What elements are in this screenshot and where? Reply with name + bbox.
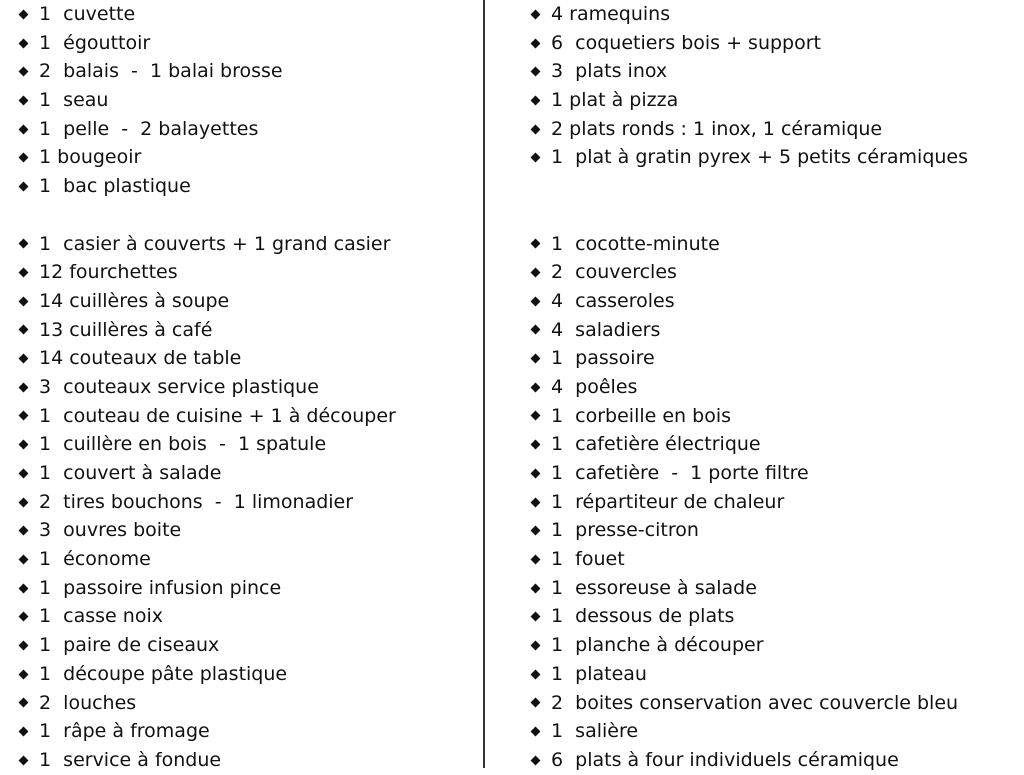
list-item-text: 1 presse-citron <box>551 519 699 542</box>
list-item <box>18 746 473 775</box>
list-item-text: 1 plateau <box>551 662 647 685</box>
list-item-text: 14 couteaux de table <box>39 347 242 370</box>
left-column <box>18 0 473 775</box>
diamond-bullet-icon <box>531 468 541 478</box>
diamond-bullet-icon <box>19 268 29 278</box>
list-item <box>530 488 1015 517</box>
list-item <box>18 230 473 259</box>
right-list-group-1 <box>530 0 1015 172</box>
list-item-text: 1 corbeille en bois <box>551 404 731 427</box>
list-item <box>18 430 473 459</box>
list-item <box>18 402 473 431</box>
list-item <box>18 316 473 345</box>
diamond-bullet-icon <box>531 296 541 306</box>
list-item <box>530 316 1015 345</box>
diamond-bullet-icon <box>531 124 541 134</box>
list-item-text: 1 casse noix <box>39 605 163 628</box>
list-item-text: 1 égouttoir <box>39 31 151 54</box>
list-item-text: 1 paire de ciseaux <box>39 634 220 657</box>
list-item-text: 1 couteau de cuisine + 1 à découper <box>39 404 396 427</box>
list-item <box>530 746 1015 775</box>
diamond-bullet-icon <box>531 9 541 19</box>
diamond-bullet-icon <box>531 268 541 278</box>
list-item-text: 2 plats ronds : 1 inox, 1 céramique <box>551 117 883 140</box>
diamond-bullet-icon <box>531 583 541 593</box>
right-column <box>530 0 1015 775</box>
diamond-bullet-icon <box>19 554 29 564</box>
diamond-bullet-icon <box>531 440 541 450</box>
diamond-bullet-icon <box>19 641 29 651</box>
list-item <box>530 402 1015 431</box>
diamond-bullet-icon <box>19 727 29 737</box>
list-item <box>18 115 473 144</box>
list-item <box>18 545 473 574</box>
diamond-bullet-icon <box>19 325 29 335</box>
list-item <box>18 488 473 517</box>
diamond-bullet-icon <box>531 755 541 765</box>
column-divider <box>483 0 485 768</box>
list-item <box>530 143 1015 172</box>
list-item <box>18 172 473 201</box>
list-item <box>530 516 1015 545</box>
list-item-text: 1 passoire <box>551 347 655 370</box>
list-item-text: 1 plat à gratin pyrex + 5 petits céramiques <box>551 146 969 169</box>
list-item <box>18 689 473 718</box>
diamond-bullet-icon <box>19 296 29 306</box>
diamond-bullet-icon <box>19 124 29 134</box>
list-item-text: 13 cuillères à café <box>39 318 213 341</box>
list-item <box>530 660 1015 689</box>
list-item-text: 4 saladiers <box>551 318 661 341</box>
list-item-text: 1 cuvette <box>39 3 136 25</box>
left-list-group-1 <box>18 0 473 201</box>
list-item-text: 1 cocotte-minute <box>551 232 720 255</box>
list-item-text: 4 poêles <box>551 375 638 398</box>
list-item-text: 1 seau <box>39 89 109 112</box>
list-item <box>18 258 473 287</box>
list-item-text: 1 casier à couverts + 1 grand casier <box>39 232 391 255</box>
list-item <box>18 0 473 29</box>
list-item <box>18 57 473 86</box>
diamond-bullet-icon <box>531 727 541 737</box>
diamond-bullet-icon <box>19 153 29 163</box>
list-item-text: 14 cuillères à soupe <box>39 289 230 312</box>
diamond-bullet-icon <box>19 382 29 392</box>
list-item <box>530 344 1015 373</box>
list-item-text: 3 couteaux service plastique <box>39 375 319 398</box>
list-item <box>530 430 1015 459</box>
list-item-text: 1 découpe pâte plastique <box>39 662 288 685</box>
diamond-bullet-icon <box>531 38 541 48</box>
list-item-text: 1 fouet <box>551 548 625 571</box>
list-item <box>530 631 1015 660</box>
list-item <box>530 57 1015 86</box>
list-item-text: 3 plats inox <box>551 60 668 83</box>
diamond-bullet-icon <box>531 411 541 421</box>
list-item <box>18 660 473 689</box>
diamond-bullet-icon <box>19 698 29 708</box>
list-item-text: 2 balais - 1 balai brosse <box>39 60 283 83</box>
group-spacer <box>18 201 473 230</box>
left-list-group-2 <box>18 230 473 775</box>
diamond-bullet-icon <box>531 641 541 651</box>
list-item-text: 1 couvert à salade <box>39 462 222 484</box>
list-item-text: 6 plats à four individuels céramique <box>551 748 899 771</box>
list-item <box>530 0 1015 29</box>
list-item-text: 1 râpe à fromage <box>39 720 210 743</box>
list-item-text: 3 ouvres boite <box>39 519 182 542</box>
list-item-text: 1 bac plastique <box>39 175 191 198</box>
list-item <box>18 602 473 631</box>
diamond-bullet-icon <box>19 38 29 48</box>
diamond-bullet-icon <box>531 153 541 163</box>
list-item-text: 1 bougeoir <box>39 146 142 169</box>
diamond-bullet-icon <box>19 182 29 192</box>
list-item-text: 1 pelle - 2 balayettes <box>39 117 259 140</box>
list-item <box>530 717 1015 746</box>
list-item <box>18 287 473 316</box>
diamond-bullet-icon <box>531 325 541 335</box>
diamond-bullet-icon <box>531 526 541 536</box>
list-item <box>18 29 473 58</box>
list-item-text: 2 tires bouchons - 1 limonadier <box>39 490 354 513</box>
list-item-text: 1 salière <box>551 720 639 743</box>
list-item-text: 2 boites conservation avec couvercle bleu <box>551 691 959 714</box>
list-item <box>530 115 1015 144</box>
list-item-text: 1 dessous de plats <box>551 605 735 628</box>
diamond-bullet-icon <box>531 698 541 708</box>
list-item <box>530 459 1015 488</box>
list-item <box>18 459 473 488</box>
diamond-bullet-icon <box>531 354 541 364</box>
list-item-text: 1 service à fondue <box>39 748 222 771</box>
list-item <box>530 574 1015 603</box>
diamond-bullet-icon <box>531 497 541 507</box>
list-item <box>18 574 473 603</box>
diamond-bullet-icon <box>531 669 541 679</box>
list-item <box>18 86 473 115</box>
diamond-bullet-icon <box>19 9 29 19</box>
list-item-text: 2 couvercles <box>551 261 677 284</box>
list-item-text: 1 économe <box>39 548 151 571</box>
diamond-bullet-icon <box>19 755 29 765</box>
list-item <box>530 29 1015 58</box>
list-item <box>530 373 1015 402</box>
list-item-text: 1 planche à découper <box>551 634 764 657</box>
diamond-bullet-icon <box>531 95 541 105</box>
diamond-bullet-icon <box>19 526 29 536</box>
group-spacer <box>530 201 1015 230</box>
list-item <box>18 373 473 402</box>
list-item-text: 1 cafetière - 1 porte filtre <box>551 462 809 484</box>
list-item <box>18 516 473 545</box>
diamond-bullet-icon <box>19 440 29 450</box>
diamond-bullet-icon <box>531 612 541 622</box>
right-list-group-2 <box>530 230 1015 775</box>
list-item <box>18 631 473 660</box>
list-item-text: 2 louches <box>39 691 137 714</box>
list-item <box>18 717 473 746</box>
list-item-text: 1 passoire infusion pince <box>39 576 282 599</box>
list-item <box>530 545 1015 574</box>
list-item-text: 1 essoreuse à salade <box>551 576 757 599</box>
diamond-bullet-icon <box>531 67 541 77</box>
diamond-bullet-icon <box>19 239 29 249</box>
list-item <box>18 344 473 373</box>
diamond-bullet-icon <box>531 554 541 564</box>
list-item <box>530 602 1015 631</box>
diamond-bullet-icon <box>19 583 29 593</box>
list-item-text: 1 répartiteur de chaleur <box>551 490 785 513</box>
list-item <box>18 143 473 172</box>
list-item <box>530 230 1015 259</box>
list-item-text: 4 casseroles <box>551 289 675 312</box>
diamond-bullet-icon <box>19 67 29 77</box>
diamond-bullet-icon <box>531 239 541 249</box>
list-item <box>530 86 1015 115</box>
list-item <box>530 287 1015 316</box>
list-item-text: 1 cafetière électrique <box>551 433 761 456</box>
diamond-bullet-icon <box>19 669 29 679</box>
diamond-bullet-icon <box>19 612 29 622</box>
list-item-text: 6 coquetiers bois + support <box>551 31 822 54</box>
diamond-bullet-icon <box>531 382 541 392</box>
list-item <box>530 689 1015 718</box>
diamond-bullet-icon <box>19 497 29 507</box>
diamond-bullet-icon <box>19 468 29 478</box>
diamond-bullet-icon <box>19 411 29 421</box>
list-item <box>530 258 1015 287</box>
list-item-text: 1 plat à pizza <box>551 89 679 112</box>
list-item-text: 12 fourchettes <box>39 261 178 284</box>
diamond-bullet-icon <box>19 95 29 105</box>
list-item-text: 1 cuillère en bois - 1 spatule <box>39 433 327 456</box>
list-item-text: 4 ramequins <box>551 3 671 25</box>
group-spacer <box>530 172 1015 201</box>
diamond-bullet-icon <box>19 354 29 364</box>
